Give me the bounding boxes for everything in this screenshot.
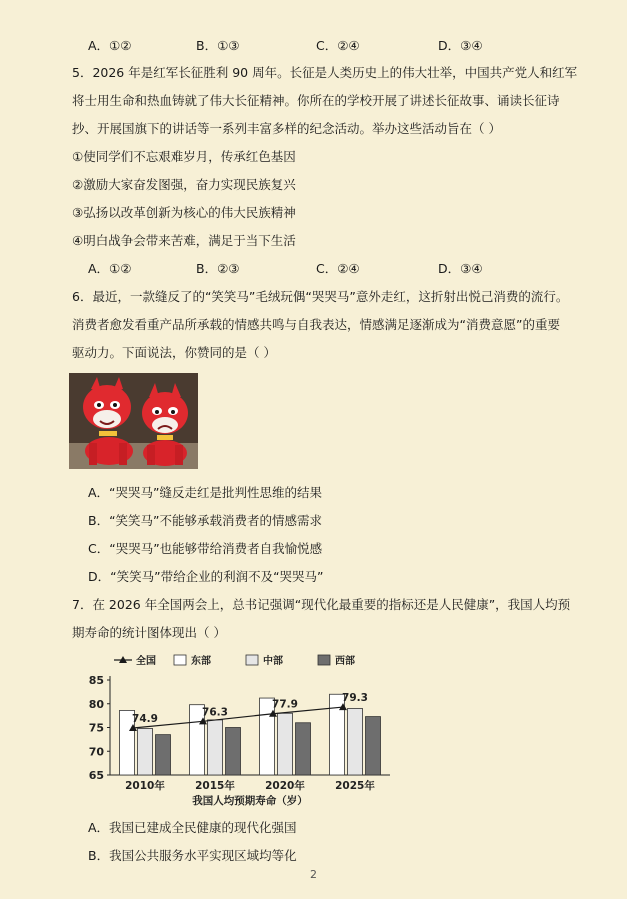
q5-stem-line-3: 抄、开展国旗下的讲话等一系列丰富多样的纪念活动。举办这些活动旨在（ ） [72,121,501,136]
q4-option-b[interactable]: B．①③ [196,38,240,53]
legend-swatch-3 [318,655,330,665]
q6-option-b[interactable]: B．“笑笑马”不能够承载消费者的情感需求 [88,513,323,528]
q4-option-a[interactable]: A．①② [88,38,132,53]
plush-horse-photo [69,373,198,469]
q6-option-c[interactable]: C．“哭哭马”也能够带给消费者自我愉悦感 [88,541,323,556]
bar-西部-2 [296,723,311,775]
q5-item-2: ②激励大家奋发图强，奋力实现民族复兴 [72,177,296,192]
bar-西部-3 [366,717,381,775]
legend-label-2: 中部 [263,656,283,667]
bar-西部-1 [226,728,241,776]
x-tick-label-2: 2020年 [265,780,305,792]
x-tick-label-3: 2025年 [335,780,375,792]
q5-option-c[interactable]: C．②④ [316,261,360,276]
y-tick-label-1: 70 [88,745,104,759]
q7-option-b[interactable]: B．我国公共服务水平实现区域均等化 [88,848,297,863]
bar-中部-3 [348,709,363,776]
page-number: 2 [310,868,317,881]
x-axis-title: 我国人均预期寿命（岁） [192,795,308,807]
y-tick-label-3: 80 [88,697,104,711]
q5-item-4: ④明白战争会带来苦难，满足于当下生活 [72,233,296,248]
q6-option-a[interactable]: A．“哭哭马”缝反走红是批判性思维的结果 [88,485,323,500]
q4-option-d[interactable]: D．③④ [438,38,483,53]
data-label-3: 79.3 [342,692,368,705]
plush-horse-illustration [69,373,198,469]
q5-option-b[interactable]: B．②③ [196,261,240,276]
q6-stem-line-2: 消费者愈发看重产品所承载的情感共鸣与自我表达，情感满足逐渐成为“消费意愿”的重要 [72,317,560,332]
legend-label-1: 东部 [191,656,211,667]
data-label-0: 74.9 [132,712,158,725]
legend-label-3: 西部 [335,656,355,667]
q7-stem-line-2: 期寿命的统计图体现出（ ） [72,625,226,640]
q6-option-d[interactable]: D．“笑笑马”带给企业的利润不及“哭哭马” [88,569,324,584]
x-tick-label-1: 2015年 [195,780,235,792]
q5-item-3: ③弘扬以改革创新为核心的伟大民族精神 [72,205,296,220]
legend-swatch-2 [246,655,258,665]
life-expectancy-chart [74,650,404,810]
q5-stem-line-2: 将士用生命和热血铸就了伟大长征精神。你所在的学校开展了讲述长征故事、诵读长征诗 [72,93,560,108]
q5-stem-line-1: 5．2026 年是红军长征胜利 90 周年。长征是人类历史上的伟大壮举，中国共产党人和红军 [72,65,578,80]
data-label-1: 76.3 [202,706,228,719]
y-tick-label-4: 85 [88,674,104,687]
x-tick-label-0: 2010年 [125,780,165,792]
bar-中部-2 [278,713,293,775]
bar-中部-1 [208,720,223,775]
bar-中部-0 [138,728,153,775]
q7-stem-line-1: 7．在 2026 年全国两会上，总书记强调“现代化最重要的指标还是人民健康”，我国人均预 [72,597,571,612]
y-tick-label-2: 75 [88,721,104,735]
q5-option-a[interactable]: A．①② [88,261,132,276]
q6-stem-line-3: 驱动力。下面说法，你赞同的是（ ） [72,345,276,360]
line-series-national [133,707,343,728]
q4-option-c[interactable]: C．②④ [316,38,360,53]
legend-label-0: 全国 [136,656,156,667]
q5-item-1: ①使同学们不忘艰难岁月，传承红色基因 [72,149,296,164]
bar-西部-0 [156,735,171,775]
data-label-2: 77.9 [272,698,298,711]
q5-option-d[interactable]: D．③④ [438,261,483,276]
q7-option-a[interactable]: A．我国已建成全民健康的现代化强国 [88,820,297,835]
y-tick-label-0: 65 [88,769,104,782]
q6-stem-line-1: 6．最近，一款缝反了的“笑笑马”毛绒玩偶“哭哭马”意外走红，这折射出悦己消费的流行。 [72,289,569,304]
legend-swatch-1 [174,655,186,665]
